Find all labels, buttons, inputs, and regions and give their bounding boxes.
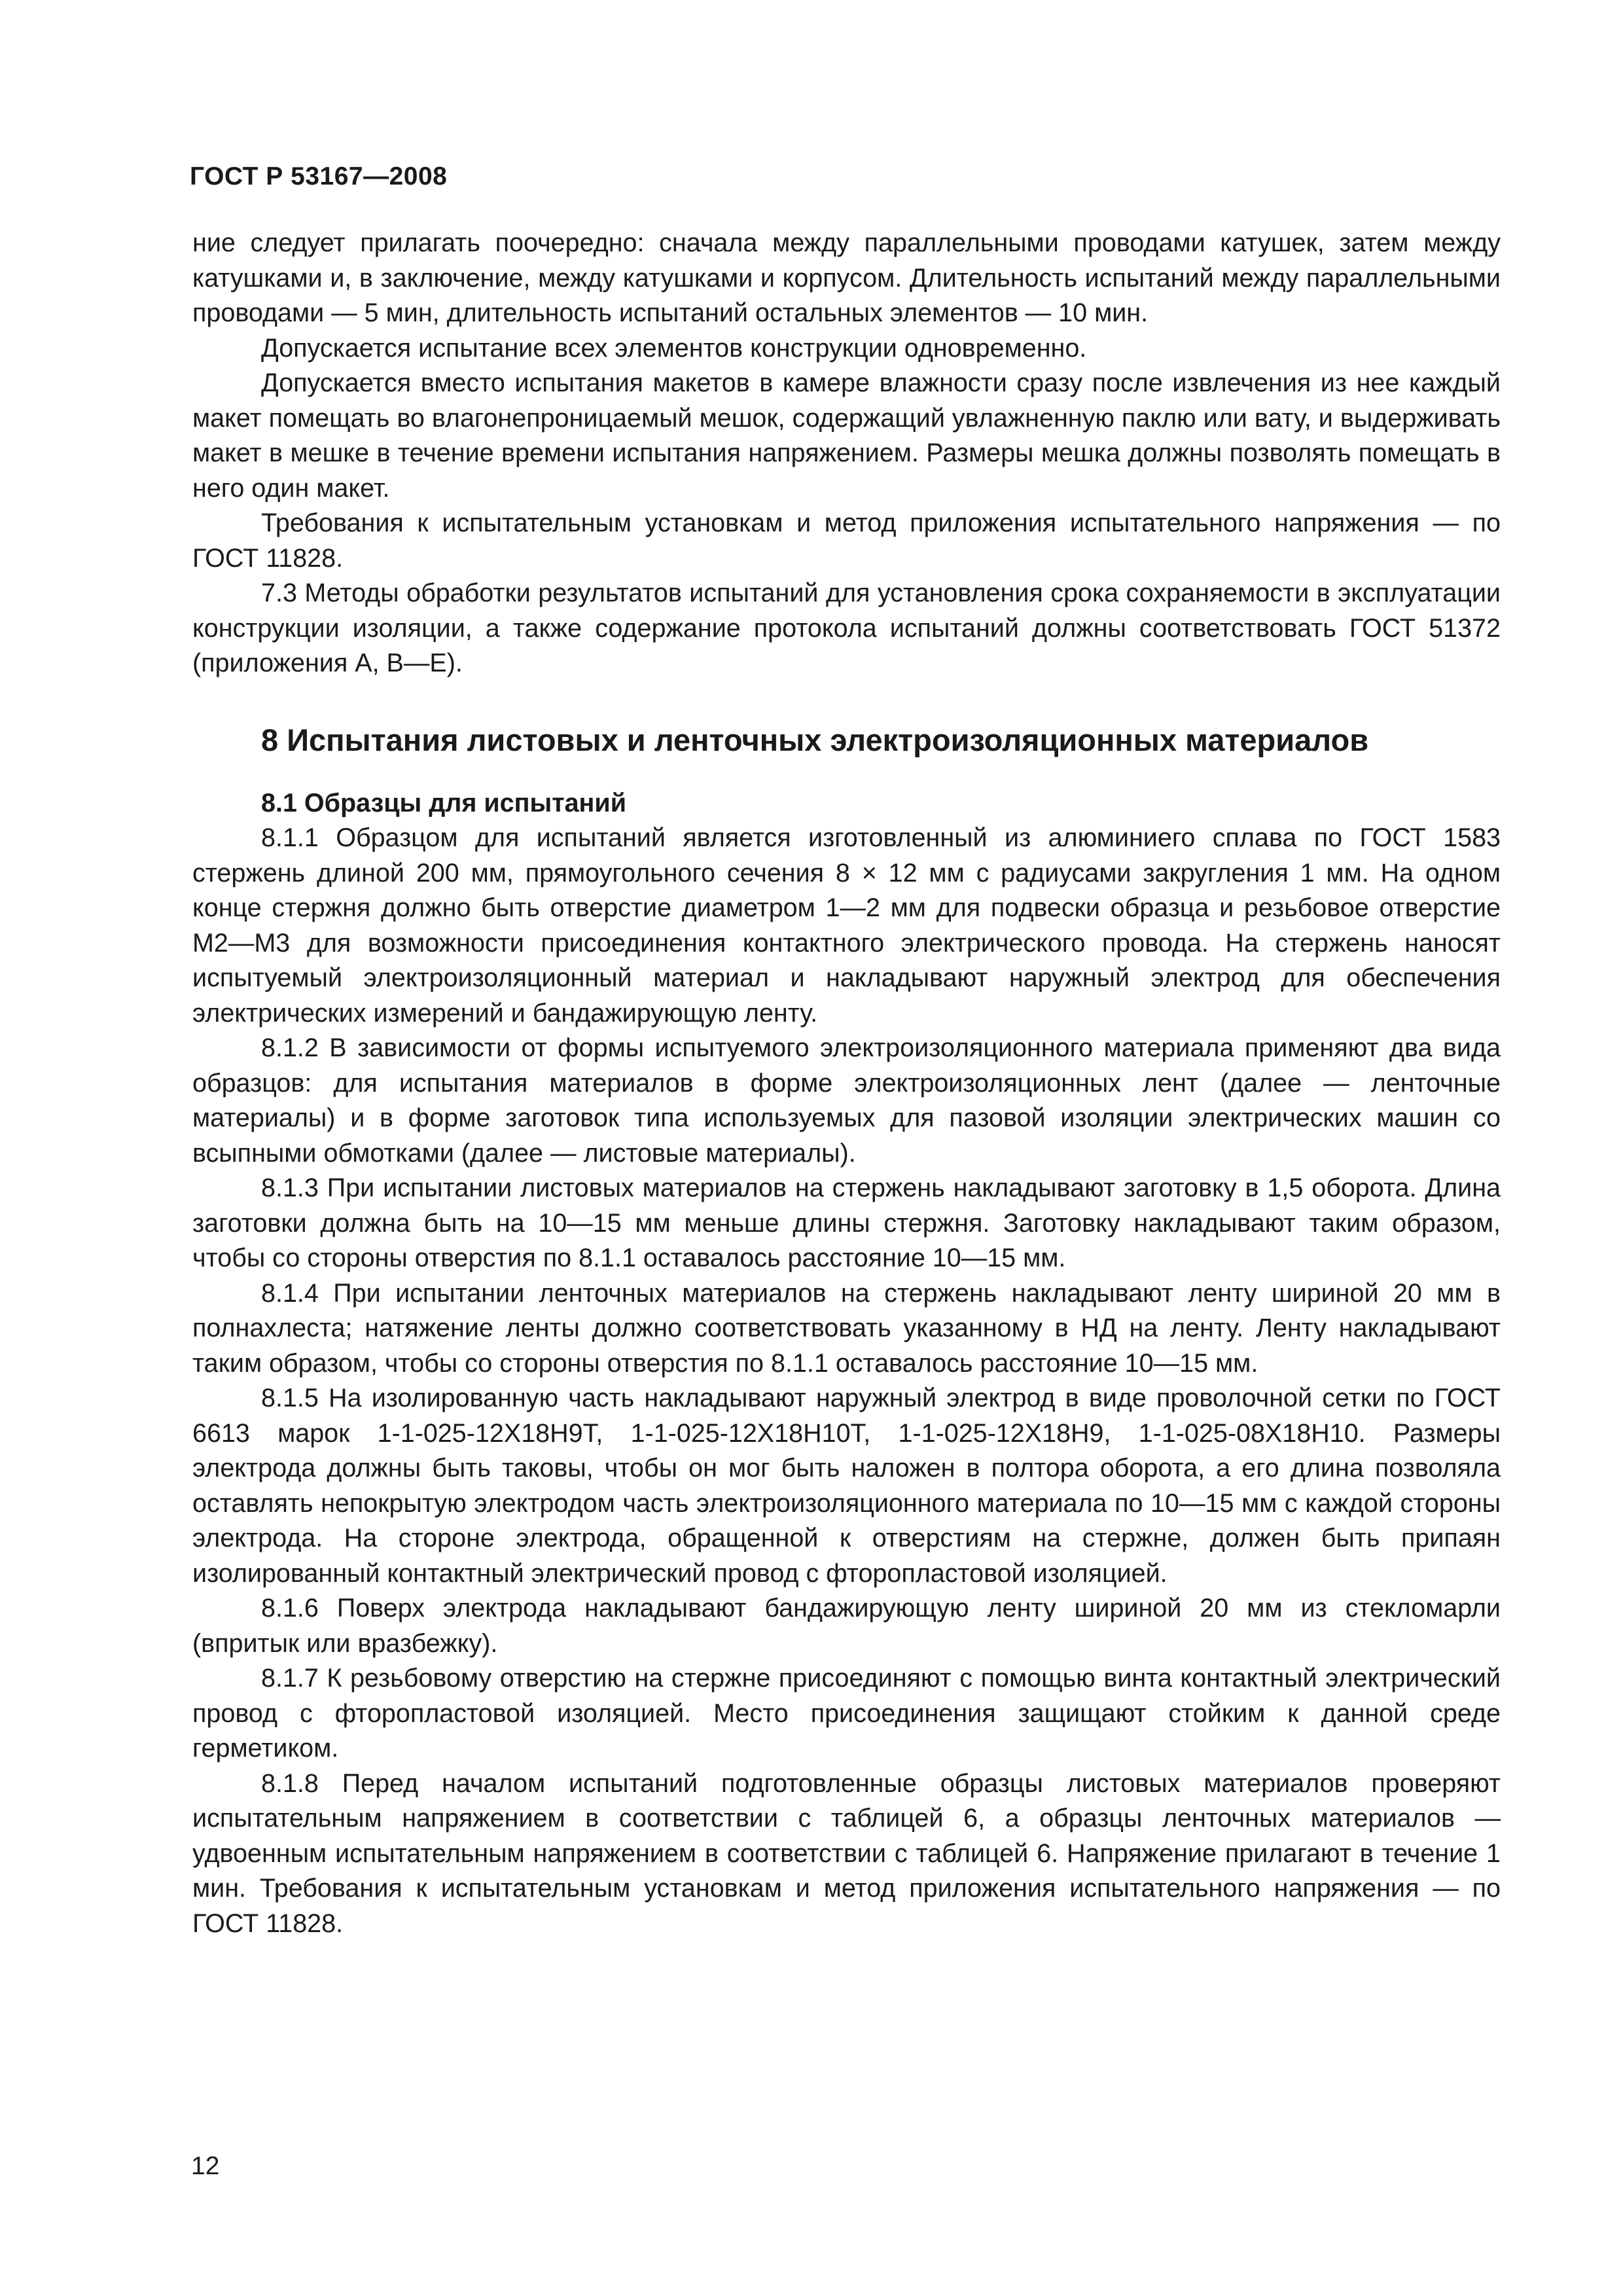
paragraph: 8.1.7 К резьбовому отверстию на стержне присоединяют с помощью винта контактный электрический провод с фторопластовой изоляцией. Место присоединения защищают стойким к данной среде герметиком. [192,1664,1501,1763]
section-heading: 8 Испытания листовых и ленточных электроизоляционных материалов [261,722,1369,757]
paragraph: 8.1.4 При испытании ленточных материалов на стержень накладывают ленту шириной 20 мм в полнахлеста; натяжение ленты должно соответствовать указанному в НД на ленту. Ленту накладывают таким образом, чтобы со стороны отверстия по 8.1.1 оставалось расстояние 10—15 мм. [192,1278,1501,1378]
paragraph: 8.1.3 При испытании листовых материалов на стержень накладывают заготовку в 1,5 оборота. Длина заготовки должна быть на 10—15 мм меньше длины стержня. Заготовку накладывают таким образом, чтобы со стороны отверстия по 8.1.1 оставалось расстояние 10—15 мм. [192,1174,1501,1272]
document-body [192,226,1501,1941]
paragraph: 8.1.1 Образцом для испытаний является изготовленный из алюминиего сплава по ГОСТ 1583 стержень длиной 200 мм, прямоугольного сечения 8 × 12 мм с радиусами закругления 1 мм. На одном конце стержня должно быть отверстие диаметром 1—2 мм для подвески образца и резьбовое отверстие М2—М3 для возможности присоединения контактного электрического провода. На стержень наносят испытуемый электроизоляционный материал и накладывают наружный электрод для обеспечения электрических измерений и бандажирующую ленту. [192,823,1501,1028]
paragraph: 8.1.8 Перед началом испытаний подготовленные образцы листовых материалов проверяют испытательным напряжением в соответствии с таблицей 6, а образцы ленточных материалов — удвоенным испытательным напряжением в соответствии с таблицей 6. Напряжение прилагают в течение 1 мин. Требования к испытательным установкам и метод приложения испытательного напряжения — по ГОСТ 11828. [192,1768,1501,1938]
paragraph: Допускается испытание всех элементов конструкции одновременно. [261,333,1087,363]
paragraph: Требования к испытательным установкам и метод приложения испытательного напряжения — по ГОСТ 11828. [192,509,1501,573]
document-header: ГОСТ Р 53167—2008 [190,162,448,190]
paragraph: 8.1.6 Поверх электрода накладывают бандажирующую ленту шириной 20 мм из стекломарли (впритык или вразбежку). [192,1594,1501,1658]
paragraph: 8.1.5 На изолированную часть накладывают наружный электрод в виде проволочной сетки по ГОСТ 6613 марок 1-1-025-12Х18Н9Т, 1-1-025-12Х18Н10Т, 1-1-025-12Х18Н9, 1-1-025-08Х18Н10. Размеры электрода должны быть таковы, чтобы он мог быть наложен в полтора оборота, а его длина позволяла оставлять непокрытую электродом часть электроизоляционного материала по 10—15 мм с каждой стороны электрода. На стороне электрода, обращенной к отверстиям на стержне, должен быть припаян изолированный контактный электрический провод с фторопластовой изоляцией. [192,1384,1501,1588]
paragraph: 8.1.2 В зависимости от формы испытуемого электроизоляционного материала применяют два вида образцов: для испытания материалов в форме электроизоляционных лент (далее — ленточные материалы) и в форме заготовок типа используемых для пазовой изоляции электрических машин со всыпными обмотками (далее — листовые материалы). [192,1033,1501,1168]
paragraph: Допускается вместо испытания макетов в камере влажности сразу после извлечения из нее каждый макет помещать во влагонепроницаемый мешок, содержащий увлажненную паклю или вату, и выдерживать макет в мешке в течение времени испытания напряжением. Размеры мешка должны позволять помещать в него один макет. [192,368,1501,503]
paragraph: ние следует прилагать поочередно: сначала между параллельными проводами катушек, затем между катушками и, в заключение, между катушками и корпусом. Длительность испытаний между параллельными проводами — 5 мин, длительность испытаний остальных элементов — 10 мин. [192,228,1501,327]
page-number: 12 [191,2152,220,2180]
paragraph: 7.3 Методы обработки результатов испытаний для установления срока сохраняемости в эксплуатации конструкции изоляции, а также содержание протокола испытаний должны соответствовать ГОСТ 51372 (приложения А, В—Е). [192,579,1501,677]
subsection-heading: 8.1 Образцы для испытаний [261,788,626,817]
